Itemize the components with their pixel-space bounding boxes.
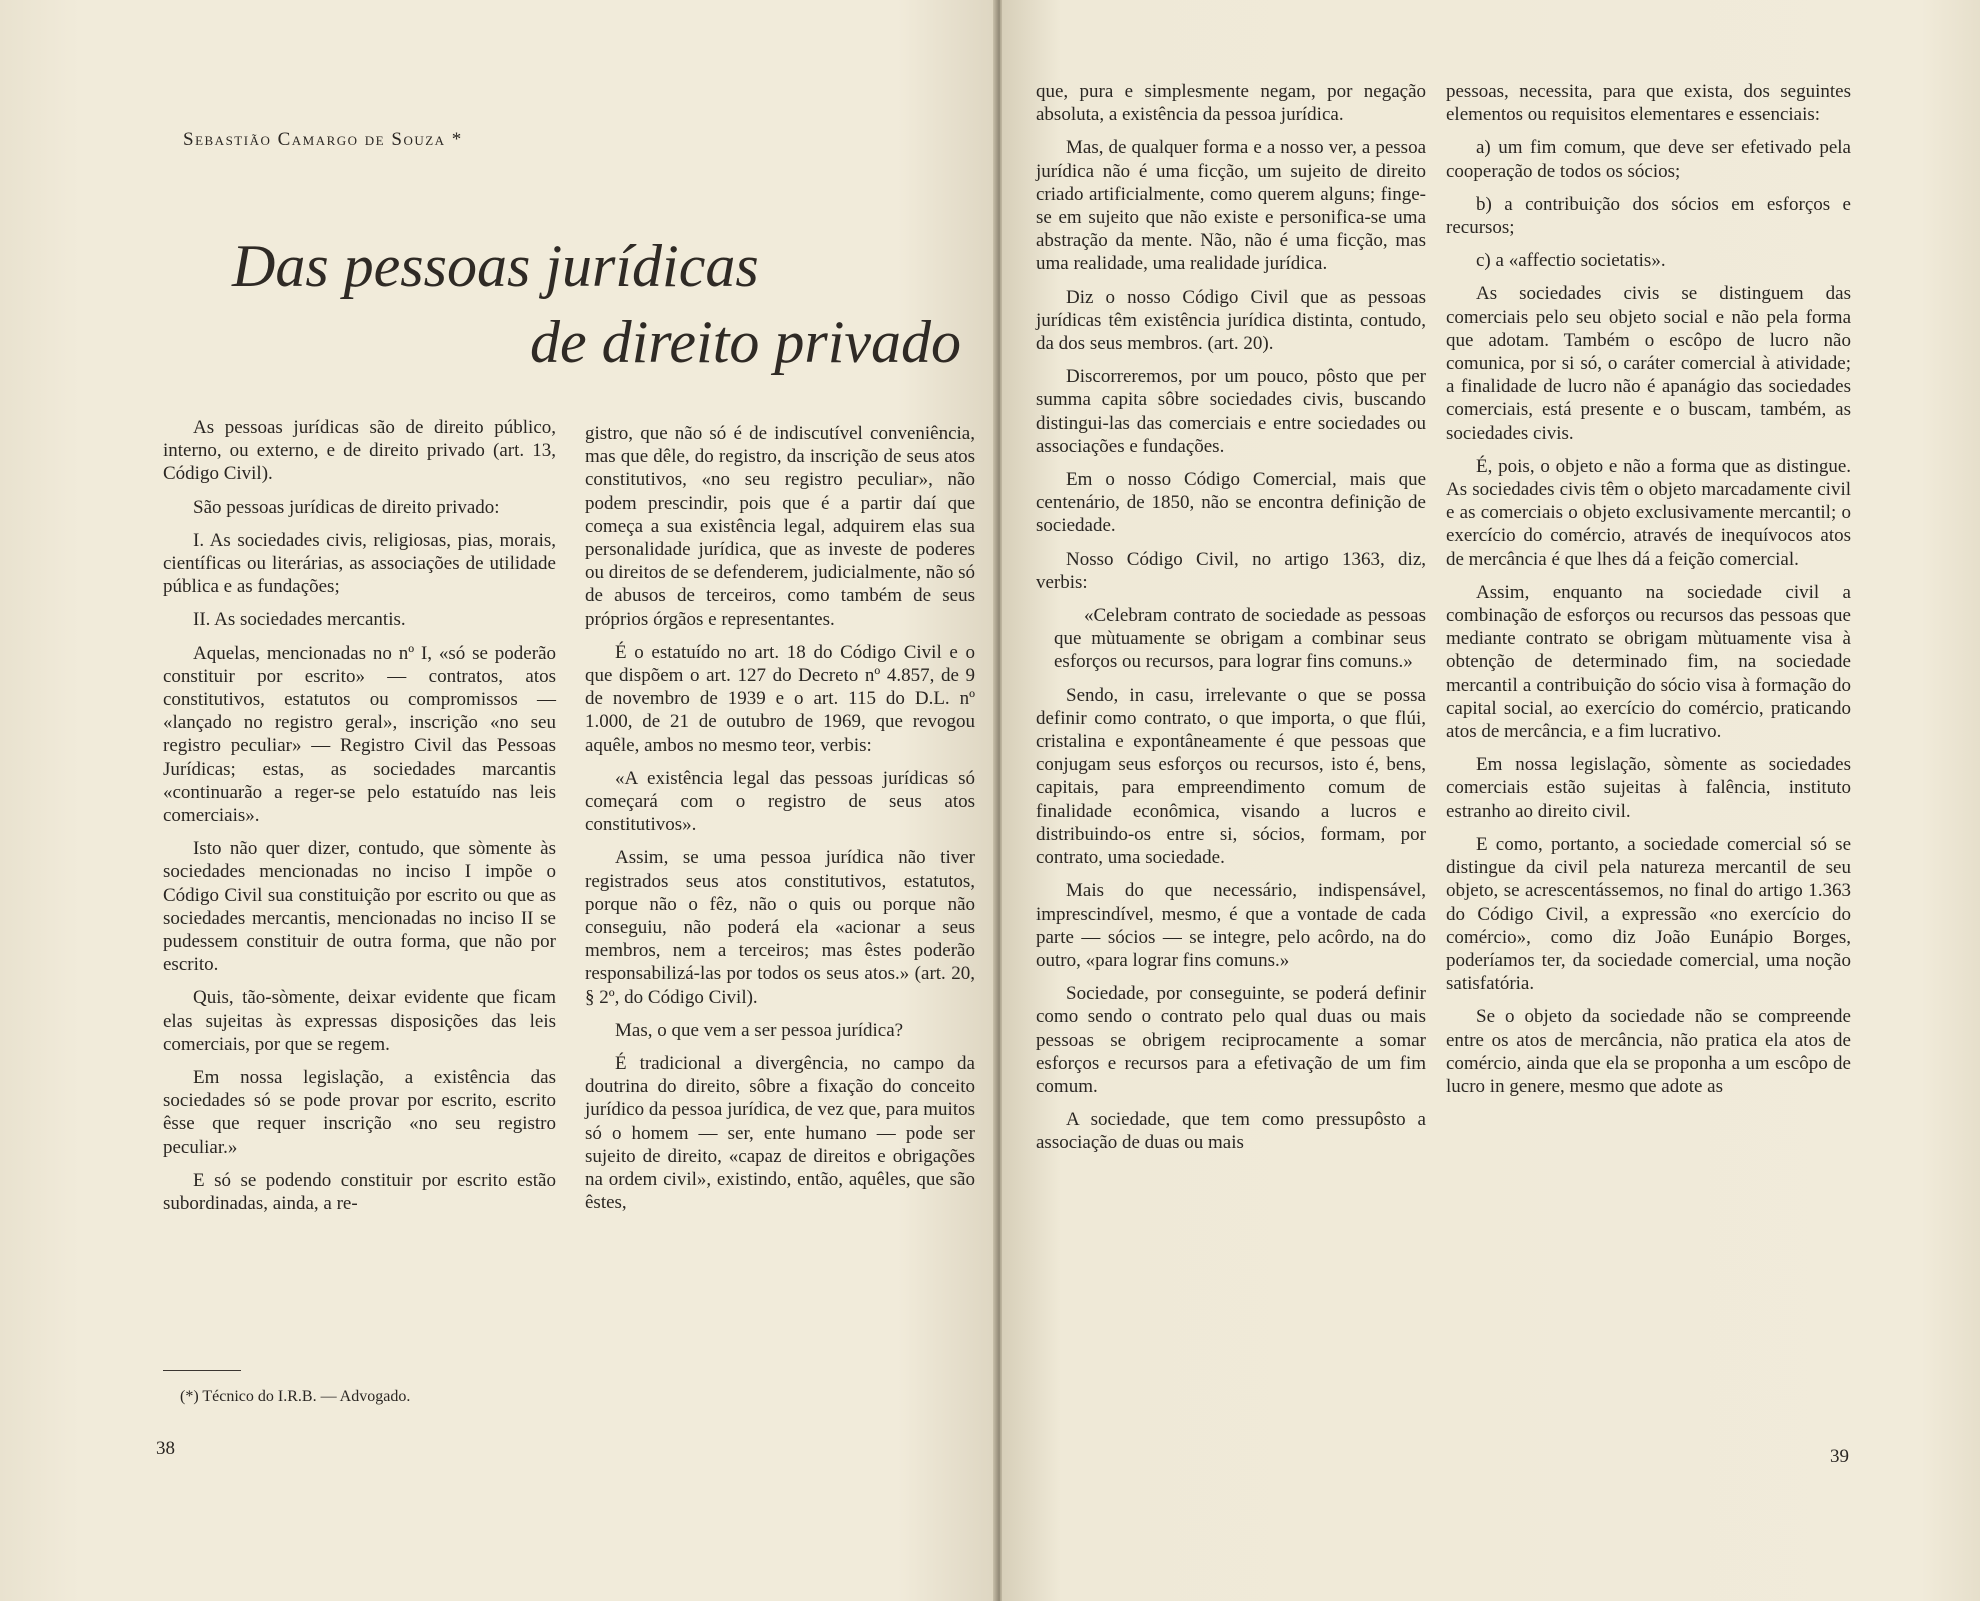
paragraph: pessoas, necessita, para que exista, dos seguintes elementos ou requisitos elementares e essenciais: [1446,81,1851,126]
paragraph: E só se podendo constituir por escrito estão subordinadas, ainda, a re- [163,1169,556,1215]
list-item: b) a contribuição dos sócios em esforços e recursos; [1446,193,1851,239]
paragraph: que, pura e simplesmente negam, por negação absoluta, a existência da pessoa jurídica. [1036,81,1426,126]
paragraph: II. As sociedades mercantis. [193,609,406,631]
footnote-rule [163,1370,241,1371]
paragraph: Discorreremos, por um pouco, pôsto que per summa capita sôbre sociedades civis, buscando distingui-las das comerciais e entre sociedades ou associações e fundações. [1036,366,1426,457]
paragraph: I. As sociedades civis, religiosas, pias, morais, científicas ou literárias, as associações de utilidade pública e as fundações; [163,529,556,598]
author-name: Sebastião Camargo de Souza * [183,129,463,150]
paragraph: Assim, se uma pessoa jurídica não tiver registrados seus atos constitutivos, estatutos, porque não o fêz, não o quis ou porque não conseguiu, não poderá ela «acionar a seus membros, nem a terceiros; mas êstes poderão responsabilizá-las por todos os seus atos.» (art. 20, § 2º, do Código Civil). [585,847,975,1008]
list-item: a) um fim comum, que deve ser efetivado pela cooperação de todos os sócios; [1446,137,1851,182]
text-column-2 [585,422,975,1225]
paragraph: Em nossa legislação, a existência das sociedades só se pode provar por escrito, escrito êsse que requer inscrição «no seu registro peculiar.» [163,1067,556,1158]
text-column-1 [163,416,556,1225]
paragraph: Mas, o que vem a ser pessoa jurídica? [615,1019,904,1041]
footnote: (*) Técnico do I.R.B. — Advogado. [180,1388,411,1405]
text-column-3 [1036,80,1426,1165]
paragraph: É tradicional a divergência, no campo da doutrina do direito, sôbre a fixação do conceito jurídico da pessoa jurídica, de vez que, para muitos só o homem — ser, ente humano — pode ser sujeito de direito, «capaz de direitos e obrigações na ordem civil», existindo, então, aquêles, que são êstes, [585,1053,975,1214]
paragraph: Mas, de qualquer forma e a nosso ver, a pessoa jurídica não é uma ficção, um sujeito de direito criado artificialmente, como querem alguns; finge-se em sujeito que não existe e personifica-se uma abstração da mente. Não, não é uma ficção, mas uma realidade, uma realidade jurídica. [1036,137,1426,275]
paragraph: Aquelas, mencionadas no nº I, «só se poderão constituir por escrito» — contratos, atos constitutivos, estatutos ou compromissos — «lançado no registro geral», inscrição «no seu registro peculiar» — Registro Civil das Pessoas Jurídicas; estas, as sociedades marcantis «continuarão a reger-se pelo estatuído nas leis comerciais». [163,642,556,827]
paragraph: Mais do que necessário, indispensável, imprescindível, mesmo, é que a vontade de cada parte — sócios — se integre, pelo acôrdo, na do outro, «para lograr fins comuns.» [1036,880,1426,971]
right-page [1002,0,1980,1601]
paragraph: É, pois, o objeto e não a forma que as distingue. As sociedades civis têm o objeto marcadamente civil e as comerciais o objeto exclusivamente mercantil; o exercício do comércio, através de inequívocos atos de mercância é que lhes dá a feição comercial. [1446,455,1851,570]
paragraph: Diz o nosso Código Civil que as pessoas jurídicas têm existência jurídica distinta, contudo, da dos seus membros. (art. 20). [1036,286,1426,355]
article-title-line-1: Das pessoas jurídicas [232,233,759,299]
paragraph: Em o nosso Código Comercial, mais que centenário, de 1850, não se encontra definição de sociedade. [1036,469,1426,537]
paragraph: São pessoas jurídicas de direito privado: [193,496,500,518]
paragraph: A sociedade, que tem como pressupôsto a associação de duas ou mais [1036,1109,1426,1154]
list-item: c) a «affectio societatis». [1476,250,1666,272]
quote-paragraph: «A existência legal das pessoas jurídicas só começará com o registro de seus atos constitutivos». [585,767,975,836]
paragraph: E como, portanto, a sociedade comercial só se distingue da civil pela natureza mercantil de seu objeto, se acrescentássemos, no final do artigo 1.363 do Código Civil, a expressão «no exercício do comércio», como diz João Eunápio Borges, poderíamos ter, da sociedade comercial, uma noção satisfatória. [1446,833,1851,995]
paragraph: Em nossa legislação, sòmente as sociedades comerciais estão sujeitas à falência, instituto estranho ao direito civil. [1446,754,1851,822]
paragraph: Isto não quer dizer, contudo, que sòmente às sociedades mencionadas no inciso I impõe o Código Civil sua constituição por escrito ou que as sociedades mercantis, mencionadas no inciso II se pudessem constituir de outra forma, que não por escrito. [163,838,556,976]
paragraph: As sociedades civis se distinguem das comerciais pelo seu objeto social e não pela forma que adotam. Também o escôpo de lucro não comunica, por si só, o caráter comercial à atividade; a finalidade de lucro não é apanágio das sociedades comerciais, está presente e o buscam, também, as sociedades civis. [1446,283,1851,444]
paragraph: Sendo, in casu, irrelevante o que se possa definir como contrato, o que importa, o que flúi, cristalina e expontâneamente é que pessoas que conjugam seus esforços ou recursos, isto é, bens, capitais, para empreendimento comum de finalidade econômica, visando a lucros e distribuindo-os entre si, sócios, formam, por contrato, uma sociedade. [1036,684,1426,869]
article-title-line-2: de direito privado [530,309,962,375]
page-number-left: 38 [156,1438,175,1459]
page-number-right: 39 [1830,1446,1849,1467]
paragraph: Se o objeto da sociedade não se compreende entre os atos de mercância, não pratica ela atos de comércio, ainda que ela se proponha a um escôpo de lucro in genere, mesmo que adote as [1446,1006,1851,1097]
text-column-4 [1446,80,1851,1108]
paragraph: gistro, que não só é de indiscutível conveniência, mas que dêle, do registro, da inscrição de seus atos constitutivos, «no seu registro peculiar», não podem prescindir, pois que é a partir daí que começa a sua existência legal, adquirem elas sua personalidade jurídica, que as investe de poderes ou direitos de se defenderem, judicialmente, não só de abusos de terceiros, como também de seus próprios órgãos e representantes. [585,423,975,630]
paragraph: Nosso Código Civil, no artigo 1363, diz, verbis: [1036,548,1426,593]
quote-paragraph: «Celebram contrato de sociedade as pessoas que mùtuamente se obrigam a combinar seus esforços ou recursos, para lograr fins comuns.» [1054,605,1426,673]
paragraph: É o estatuído no art. 18 do Código Civil e o que dispõem o art. 127 do Decreto nº 4.857, de 9 de novembro de 1939 e o art. 115 do D.L. nº 1.000, de 21 de outubro de 1969, que revogou aquêle, ambos no mesmo teor, verbis: [585,641,975,756]
paragraph: Sociedade, por conseguinte, se poderá definir como sendo o contrato pelo qual duas ou mais pessoas se obrigem reciprocamente a somar esforços e recursos para a efetivação de um fim comum. [1036,983,1426,1097]
paragraph: Assim, enquanto na sociedade civil a combinação de esforços ou recursos das pessoas que mediante contrato se obrigam mùtuamente visa à obtenção de determinado fim, na sociedade mercantil a contribuição do sócio visa à formação do capital social, ao exercício do comércio, praticando atos de mercância, e a fim lucrativo. [1446,581,1851,743]
paragraph: Quis, tão-sòmente, deixar evidente que ficam elas sujeitas às expressas disposições das leis comerciais, por que se regem. [163,987,556,1055]
paragraph: As pessoas jurídicas são de direito público, interno, ou externo, e de direito privado (art. 13, Código Civil). [163,417,556,485]
